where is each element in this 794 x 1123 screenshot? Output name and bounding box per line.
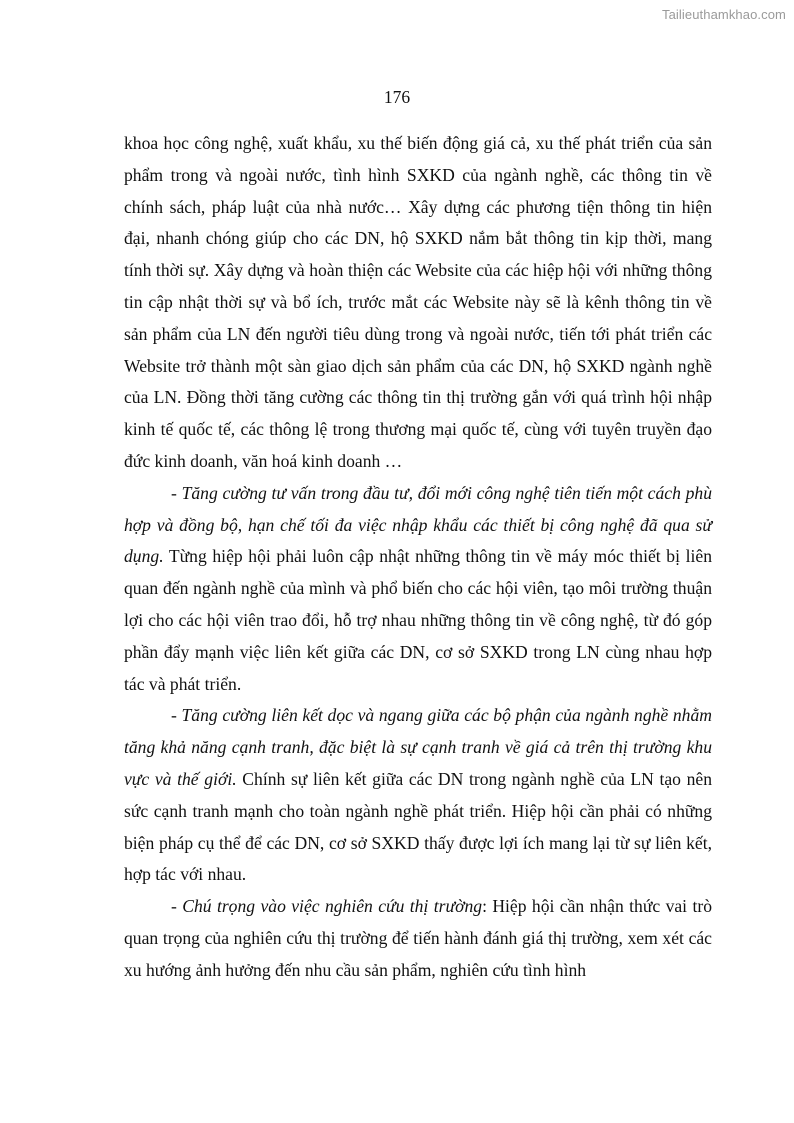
paragraph-4-heading: - Chú trọng vào việc nghiên cứu thị trường — [171, 896, 483, 917]
paragraph-2 — [124, 478, 712, 701]
paragraph-2-heading: - Tăng cường tư vấn trong đầu tư, đổi mới công nghệ tiên tiến một cách phù hợp và đồng bộ, hạn chế tối đa việc nhập khẩu các thiết bị công nghệ đã qua sử dụng. — [124, 482, 712, 567]
page-number: 176 — [383, 87, 411, 107]
paragraph-3 — [124, 700, 712, 891]
paragraph-3-text: Chính sự liên kết giữa các DN trong ngành nghề của LN tạo nên sức cạnh tranh mạnh cho toàn ngành nghề phát triển. Hiệp hội cần phải có những biện pháp cụ thể để các DN, cơ sở SXKD thấy được lợi ích mang lại từ sự liên kết, hợp tác với nhau. — [124, 768, 712, 885]
watermark-text: Tailieuthamkhao.com — [661, 7, 786, 22]
paragraph-3-heading: - Tăng cường liên kết dọc và ngang giữa các bộ phận của ngành nghề nhằm tăng khả năng cạnh tranh, đặc biệt là sự cạnh tranh về giá cả trên thị trường khu vực và thế giới. — [124, 705, 712, 789]
paragraph-2-text: Từng hiệp hội phải luôn cập nhật những thông tin về máy móc thiết bị liên quan đến ngành nghề của mình và phổ biến cho các hội viên, tạo môi trường thuận lợi cho các hội viên trao đổi, hỗ trợ nhau những thông tin về công nghệ, từ đó góp phần đẩy mạnh việc liên kết giữa các DN, cơ sở SXKD trong LN cùng nhau hợp tác và phát triển. — [124, 546, 712, 694]
paragraph-4-text: : Hiệp hội cần nhận thức vai trò quan trọng của nghiên cứu thị trường để tiến hành đánh giá thị trường, xem xét các xu hướng ảnh hưởng đến nhu cầu sản phẩm, nghiên cứu tình hình — [124, 896, 712, 980]
document-body — [124, 128, 712, 987]
paragraph-4 — [124, 891, 712, 986]
paragraph-1: khoa học công nghệ, xuất khẩu, xu thế biến động giá cả, xu thế phát triển của sản phẩm trong và ngoài nước, tình hình SXKD của ngành nghề, các thông tin về chính sách, pháp luật của nhà nước… Xây dựng các phương tiện thông tin hiện đại, nhanh chóng giúp cho các DN, hộ SXKD nắm bắt thông tin kịp thời, mang tính thời sự. Xây dựng và hoàn thiện các Website của các hiệp hội với những thông tin cập nhật thời sự và bổ ích, trước mắt các Website này sẽ là kênh thông tin về sản phẩm của LN đến người tiêu dùng trong và ngoài nước, tiến tới phát triển các Website trở thành một sàn giao dịch sản phẩm của các DN, hộ SXKD ngành nghề của LN. Đồng thời tăng cường các thông tin thị trường gắn với quá trình hội nhập kinh tế quốc tế, các thông lệ trong thương mại quốc tế, cùng với tuyên truyền đạo đức kinh doanh, văn hoá kinh doanh … — [124, 133, 712, 471]
